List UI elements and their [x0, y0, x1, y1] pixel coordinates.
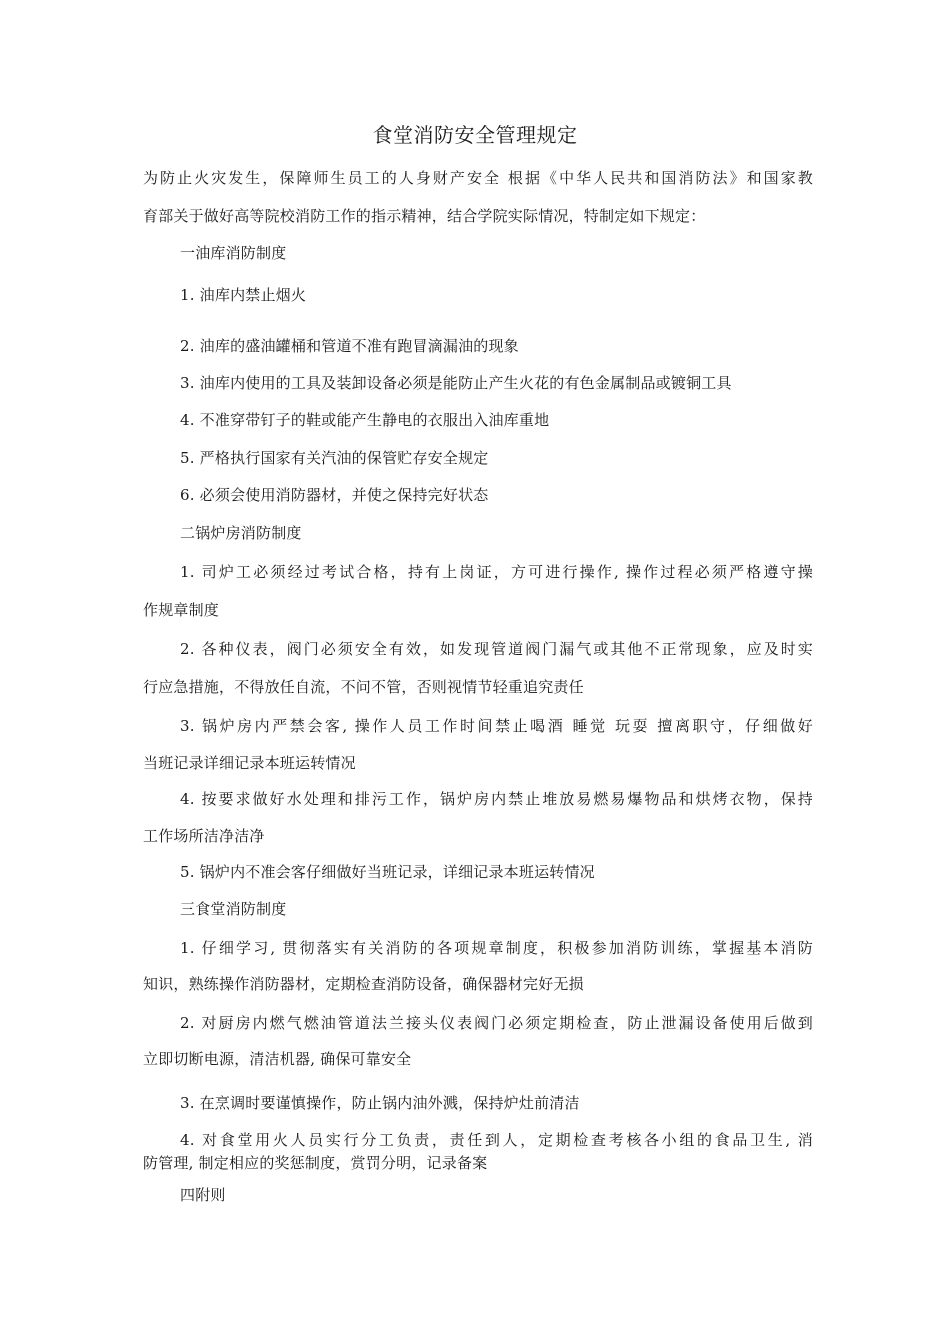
section-2-item-4-line-1: 4. 按要求做好水处理和排污工作，锅炉房内禁止堆放易燃易爆物品和烘烤衣物，保持 [180, 790, 813, 808]
section-1-heading: 一油库消防制度 [180, 244, 287, 262]
section-2-item-3-line-1: 3. 锅炉房内严禁会客, 操作人员工作时间禁止喝酒 睡觉 玩耍 擅离职守，仔细做好 [180, 717, 813, 735]
section-1-item-3: 3. 油库内使用的工具及装卸设备必须是能防止产生火花的有色金属制品或镀铜工具 [180, 374, 732, 392]
section-2-item-1-line-1: 1. 司炉工必须经过考试合格，持有上岗证，方可进行操作, 操作过程必须严格遵守操 [180, 563, 813, 581]
section-1-item-4: 4. 不准穿带钉子的鞋或能产生静电的衣服出入油库重地 [180, 411, 550, 429]
section-2-item-1-line-2: 作规章制度 [143, 601, 220, 619]
section-3-item-4-line-2: 防管理, 制定相应的奖惩制度，赏罚分明，记录备案 [143, 1154, 488, 1172]
intro-line-2: 育部关于做好高等院校消防工作的指示精神，结合学院实际情况，特制定如下规定： [143, 207, 706, 225]
intro-line-1: 为防止火灾发生，保障师生员工的人身财产安全 根据《中华人民共和国消防法》和国家教 [143, 169, 813, 187]
section-4-heading: 四附则 [180, 1186, 226, 1204]
section-3-heading: 三食堂消防制度 [180, 900, 287, 918]
section-3-item-2-line-1: 2. 对厨房内燃气燃油管道法兰接头仪表阀门必须定期检查，防止泄漏设备使用后做到 [180, 1014, 813, 1032]
section-3-item-4-line-1: 4. 对食堂用火人员实行分工负责，责任到人，定期检查考核各小组的食品卫生, 消 [180, 1131, 813, 1149]
section-3-item-1-line-1: 1. 仔细学习, 贯彻落实有关消防的各项规章制度，积极参加消防训练，掌握基本消防 [180, 939, 813, 957]
section-1-item-1: 1. 油库内禁止烟火 [180, 286, 307, 304]
section-2-item-2-line-1: 2. 各种仪表，阀门必须安全有效，如发现管道阀门漏气或其他不正常现象，应及时实 [180, 640, 813, 658]
section-1-item-5: 5. 严格执行国家有关汽油的保管贮存安全规定 [180, 449, 489, 467]
section-3-item-1-line-2: 知识，熟练操作消防器材，定期检查消防设备，确保器材完好无损 [143, 975, 584, 993]
section-3-item-3: 3. 在烹调时要谨慎操作，防止锅内油外溅，保持炉灶前清洁 [180, 1094, 580, 1112]
section-2-item-3-line-2: 当班记录详细记录本班运转情况 [143, 754, 356, 772]
section-2-item-4-line-2: 工作场所洁净洁净 [143, 827, 265, 845]
section-3-item-2-line-2: 立即切断电源，清洁机器, 确保可靠安全 [143, 1050, 412, 1068]
section-1-item-6: 6. 必须会使用消防器材，并使之保持完好状态 [180, 486, 489, 504]
section-1-item-2: 2. 油库的盛油罐桶和管道不准有跑冒滴漏油的现象 [180, 337, 519, 355]
section-2-item-2-line-2: 行应急措施，不得放任自流，不问不管，否则视情节轻重追究责任 [143, 678, 584, 696]
document-title: 食堂消防安全管理规定 [372, 123, 578, 147]
section-2-heading: 二锅炉房消防制度 [180, 524, 302, 542]
section-2-item-5: 5. 锅炉内不准会客仔细做好当班记录，详细记录本班运转情况 [180, 863, 595, 881]
